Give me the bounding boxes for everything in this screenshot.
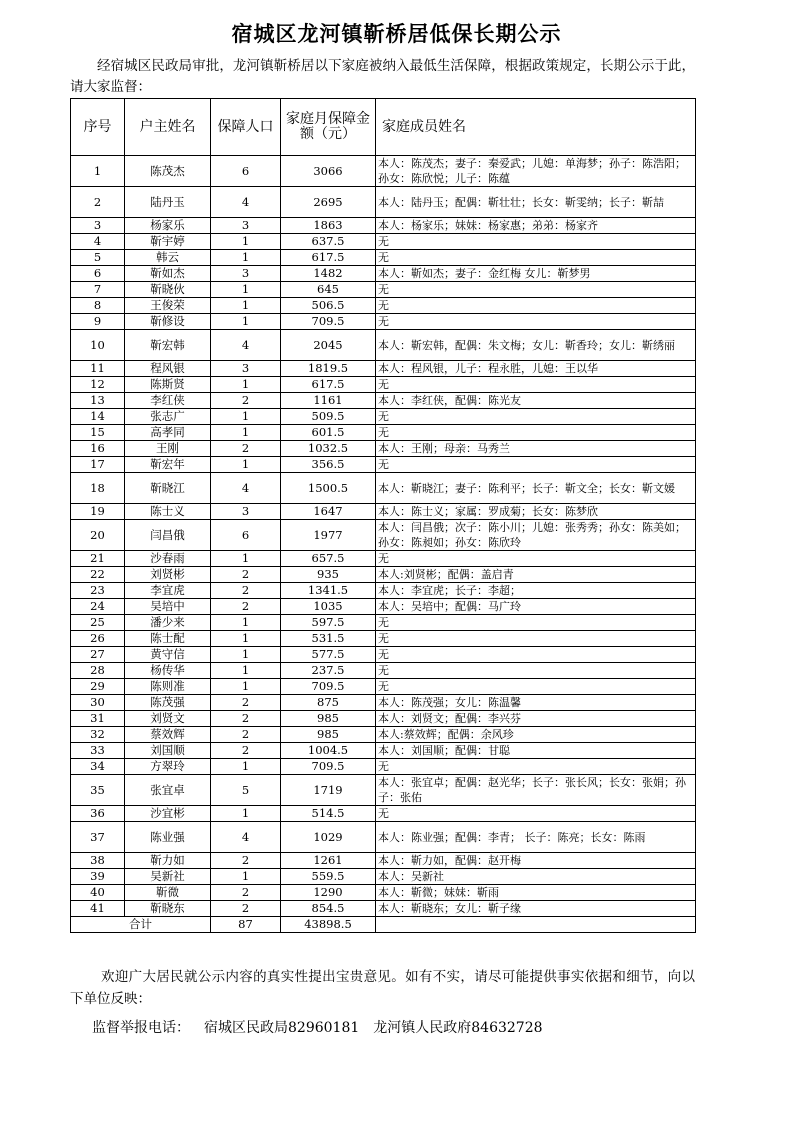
family-members: 无	[376, 234, 696, 250]
row-number: 23	[71, 583, 125, 599]
total-label: 合计	[71, 917, 211, 933]
monthly-amount: 854.5	[281, 901, 376, 917]
family-members: 本人：陆丹玉；配偶：靳壮壮；长女：靳雯纳；长子：靳喆	[376, 187, 696, 218]
monthly-amount: 875	[281, 695, 376, 711]
householder-name: 程风银	[125, 361, 211, 377]
family-members: 本人：吴新社	[376, 869, 696, 885]
contact-office-2: 龙河镇人民政府84632728	[373, 1020, 543, 1036]
header-name: 户主姓名	[125, 99, 211, 156]
householder-name: 陈业强	[125, 822, 211, 853]
covered-people: 3	[211, 266, 281, 282]
family-members: 本人：靳晓东；女儿：靳子缘	[376, 901, 696, 917]
row-number: 16	[71, 441, 125, 457]
table-row	[71, 218, 696, 234]
family-members: 无	[376, 663, 696, 679]
table-row	[71, 551, 696, 567]
covered-people: 1	[211, 377, 281, 393]
header-members: 家庭成员姓名	[376, 99, 696, 156]
monthly-amount: 356.5	[281, 457, 376, 473]
table-row	[71, 377, 696, 393]
total-row	[71, 917, 696, 933]
family-members: 本人：杨家乐；妹妹：杨家惠；弟弟：杨家齐	[376, 218, 696, 234]
monthly-amount: 617.5	[281, 250, 376, 266]
householder-name: 靳晓江	[125, 473, 211, 504]
table-row	[71, 743, 696, 759]
covered-people: 1	[211, 647, 281, 663]
table-row	[71, 187, 696, 218]
table-row	[71, 156, 696, 187]
monthly-amount: 1029	[281, 822, 376, 853]
family-members: 本人：张宜卓；配偶：赵光华；长子：张长风；长女：张娟；孙子：张佑	[376, 775, 696, 806]
monthly-amount: 531.5	[281, 631, 376, 647]
monthly-amount: 1032.5	[281, 441, 376, 457]
covered-people: 2	[211, 599, 281, 615]
table-row	[71, 425, 696, 441]
covered-people: 1	[211, 615, 281, 631]
table-row	[71, 695, 696, 711]
row-number: 13	[71, 393, 125, 409]
covered-people: 2	[211, 567, 281, 583]
covered-people: 4	[211, 187, 281, 218]
total-members-empty	[376, 917, 696, 933]
householder-name: 韩云	[125, 250, 211, 266]
table-row	[71, 361, 696, 377]
row-number: 20	[71, 520, 125, 551]
row-number: 39	[71, 869, 125, 885]
monthly-amount: 577.5	[281, 647, 376, 663]
family-members: 本人：陈士义；家属：罗成菊；长女：陈梦欣	[376, 504, 696, 520]
family-members: 无	[376, 806, 696, 822]
monthly-amount: 2045	[281, 330, 376, 361]
covered-people: 3	[211, 218, 281, 234]
monthly-amount: 1863	[281, 218, 376, 234]
householder-name: 方翠玲	[125, 759, 211, 775]
monthly-amount: 985	[281, 711, 376, 727]
householder-name: 靳力如	[125, 853, 211, 869]
householder-name: 陈士义	[125, 504, 211, 520]
family-members: 本人：陈业强；配偶：李青； 长子：陈亮；长女：陈雨	[376, 822, 696, 853]
monthly-amount: 2695	[281, 187, 376, 218]
householder-name: 靳晓东	[125, 901, 211, 917]
householder-name: 高孝同	[125, 425, 211, 441]
householder-name: 陈斯贤	[125, 377, 211, 393]
monthly-amount: 617.5	[281, 377, 376, 393]
family-members: 无	[376, 457, 696, 473]
header-amount: 家庭月保障金额（元）	[281, 99, 376, 156]
covered-people: 2	[211, 743, 281, 759]
covered-people: 2	[211, 853, 281, 869]
intro-paragraph: 经宿城区民政局审批，龙河镇靳桥居以下家庭被纳入最低生活保障，根据政策规定，长期公示于此，请大家监督：	[70, 58, 695, 95]
row-number: 41	[71, 901, 125, 917]
family-members: 本人：陈茂杰；妻子：秦爱武；儿媳：单海梦；孙子：陈浩阳；孙女：陈欣悦；儿子：陈蕴	[376, 156, 696, 187]
row-number: 3	[71, 218, 125, 234]
monthly-amount: 1977	[281, 520, 376, 551]
table-row	[71, 504, 696, 520]
table-row	[71, 234, 696, 250]
monthly-amount: 1261	[281, 853, 376, 869]
covered-people: 2	[211, 885, 281, 901]
row-number: 34	[71, 759, 125, 775]
covered-people: 1	[211, 663, 281, 679]
family-members: 本人：闫昌俄；次子：陈小川；儿媳：张秀秀；孙女：陈美如；孙女：陈昶如；孙女：陈欣玲	[376, 520, 696, 551]
header-people: 保障人口	[211, 99, 281, 156]
family-members: 无	[376, 298, 696, 314]
householder-name: 王刚	[125, 441, 211, 457]
householder-name: 沙宜彬	[125, 806, 211, 822]
monthly-amount: 709.5	[281, 679, 376, 695]
row-number: 28	[71, 663, 125, 679]
covered-people: 1	[211, 314, 281, 330]
monthly-amount: 1819.5	[281, 361, 376, 377]
householder-name: 靳微	[125, 885, 211, 901]
family-members: 本人：陈茂强；女儿：陈温馨	[376, 695, 696, 711]
row-number: 18	[71, 473, 125, 504]
householder-name: 靳如杰	[125, 266, 211, 282]
contact-label: 监督举报电话：	[92, 1020, 190, 1036]
row-number: 37	[71, 822, 125, 853]
family-members: 无	[376, 282, 696, 298]
householder-name: 陈士配	[125, 631, 211, 647]
family-members: 无	[376, 377, 696, 393]
monthly-amount: 506.5	[281, 298, 376, 314]
row-number: 21	[71, 551, 125, 567]
row-number: 7	[71, 282, 125, 298]
monthly-amount: 1482	[281, 266, 376, 282]
row-number: 36	[71, 806, 125, 822]
contact-line	[92, 1017, 557, 1037]
row-number: 1	[71, 156, 125, 187]
table-row	[71, 298, 696, 314]
row-number: 26	[71, 631, 125, 647]
covered-people: 2	[211, 711, 281, 727]
table-row	[71, 473, 696, 504]
row-number: 6	[71, 266, 125, 282]
monthly-amount: 1341.5	[281, 583, 376, 599]
monthly-amount: 709.5	[281, 314, 376, 330]
family-members: 本人:蔡效辉；配偶：余风珍	[376, 727, 696, 743]
householder-name: 刘贤文	[125, 711, 211, 727]
table-row	[71, 853, 696, 869]
table-row	[71, 250, 696, 266]
covered-people: 3	[211, 504, 281, 520]
monthly-amount: 514.5	[281, 806, 376, 822]
covered-people: 2	[211, 727, 281, 743]
family-members: 无	[376, 250, 696, 266]
monthly-amount: 3066	[281, 156, 376, 187]
covered-people: 1	[211, 457, 281, 473]
assistance-table	[70, 98, 696, 933]
row-number: 14	[71, 409, 125, 425]
table-row	[71, 266, 696, 282]
family-members: 无	[376, 425, 696, 441]
covered-people: 1	[211, 282, 281, 298]
family-members: 本人：王刚；母亲：马秀兰	[376, 441, 696, 457]
family-members: 本人：靳力如，配偶：赵开梅	[376, 853, 696, 869]
monthly-amount: 637.5	[281, 234, 376, 250]
row-number: 38	[71, 853, 125, 869]
monthly-amount: 1161	[281, 393, 376, 409]
covered-people: 1	[211, 631, 281, 647]
table-row	[71, 901, 696, 917]
monthly-amount: 1719	[281, 775, 376, 806]
table-row	[71, 775, 696, 806]
covered-people: 1	[211, 806, 281, 822]
total-people: 87	[211, 917, 281, 933]
covered-people: 3	[211, 361, 281, 377]
table-row	[71, 647, 696, 663]
monthly-amount: 985	[281, 727, 376, 743]
householder-name: 靳宏年	[125, 457, 211, 473]
monthly-amount: 1647	[281, 504, 376, 520]
row-number: 40	[71, 885, 125, 901]
monthly-amount: 657.5	[281, 551, 376, 567]
total-amount: 43898.5	[281, 917, 376, 933]
covered-people: 1	[211, 679, 281, 695]
householder-name: 靳宇婷	[125, 234, 211, 250]
table-row	[71, 393, 696, 409]
table-row	[71, 409, 696, 425]
householder-name: 陈则准	[125, 679, 211, 695]
family-members: 本人：靳微；妹妹：靳雨	[376, 885, 696, 901]
family-members: 无	[376, 409, 696, 425]
family-members: 无	[376, 615, 696, 631]
table-row	[71, 679, 696, 695]
family-members: 本人：靳晓江；妻子：陈利平；长子：靳文全；长女：靳文媛	[376, 473, 696, 504]
row-number: 4	[71, 234, 125, 250]
householder-name: 杨家乐	[125, 218, 211, 234]
table-header-row	[71, 99, 696, 156]
row-number: 27	[71, 647, 125, 663]
householder-name: 靳晓伙	[125, 282, 211, 298]
family-members: 无	[376, 647, 696, 663]
table-row	[71, 282, 696, 298]
row-number: 24	[71, 599, 125, 615]
row-number: 11	[71, 361, 125, 377]
covered-people: 1	[211, 759, 281, 775]
row-number: 31	[71, 711, 125, 727]
monthly-amount: 509.5	[281, 409, 376, 425]
covered-people: 6	[211, 156, 281, 187]
contact-office-1: 宿城区民政局82960181	[204, 1020, 360, 1036]
householder-name: 刘贤彬	[125, 567, 211, 583]
row-number: 33	[71, 743, 125, 759]
table-row	[71, 631, 696, 647]
householder-name: 陈茂杰	[125, 156, 211, 187]
householder-name: 张志广	[125, 409, 211, 425]
table-row	[71, 441, 696, 457]
covered-people: 2	[211, 393, 281, 409]
monthly-amount: 709.5	[281, 759, 376, 775]
monthly-amount: 237.5	[281, 663, 376, 679]
table-row	[71, 711, 696, 727]
monthly-amount: 597.5	[281, 615, 376, 631]
page-title: 宿城区龙河镇靳桥居低保长期公示	[231, 21, 562, 46]
table-row	[71, 330, 696, 361]
family-members: 本人：吴培中；配偶：马广玲	[376, 599, 696, 615]
covered-people: 1	[211, 234, 281, 250]
monthly-amount: 645	[281, 282, 376, 298]
table-row	[71, 822, 696, 853]
monthly-amount: 1290	[281, 885, 376, 901]
row-number: 22	[71, 567, 125, 583]
covered-people: 1	[211, 298, 281, 314]
family-members: 无	[376, 679, 696, 695]
householder-name: 靳修设	[125, 314, 211, 330]
row-number: 10	[71, 330, 125, 361]
family-members: 本人：程风银，儿子：程永胜，儿媳：王以华	[376, 361, 696, 377]
monthly-amount: 935	[281, 567, 376, 583]
header-no: 序号	[71, 99, 125, 156]
householder-name: 李红侠	[125, 393, 211, 409]
householder-name: 沙春雨	[125, 551, 211, 567]
table-row	[71, 520, 696, 551]
covered-people: 5	[211, 775, 281, 806]
table-row	[71, 567, 696, 583]
row-number: 19	[71, 504, 125, 520]
family-members: 无	[376, 631, 696, 647]
family-members: 本人：李红侠，配偶：陈光友	[376, 393, 696, 409]
covered-people: 1	[211, 425, 281, 441]
family-members: 本人：靳宏韩，配偶：朱文梅；女儿：靳香玲；女儿：靳绣丽	[376, 330, 696, 361]
householder-name: 李宜虎	[125, 583, 211, 599]
householder-name: 刘国顺	[125, 743, 211, 759]
row-number: 9	[71, 314, 125, 330]
covered-people: 1	[211, 250, 281, 266]
householder-name: 张宜卓	[125, 775, 211, 806]
householder-name: 陈茂强	[125, 695, 211, 711]
table-row	[71, 599, 696, 615]
householder-name: 吴培中	[125, 599, 211, 615]
covered-people: 6	[211, 520, 281, 551]
covered-people: 1	[211, 551, 281, 567]
householder-name: 潘少来	[125, 615, 211, 631]
covered-people: 1	[211, 409, 281, 425]
householder-name: 吴新社	[125, 869, 211, 885]
row-number: 8	[71, 298, 125, 314]
covered-people: 2	[211, 441, 281, 457]
family-members: 本人:刘贤彬；配偶：盖启青	[376, 567, 696, 583]
table-row	[71, 583, 696, 599]
table-row	[71, 663, 696, 679]
outro-paragraph: 欢迎广大居民就公示内容的真实性提出宝贵意见。如有不实，请尽可能提供事实依据和细节，向以下单位反映：	[70, 969, 695, 1007]
row-number: 32	[71, 727, 125, 743]
row-number: 30	[71, 695, 125, 711]
covered-people: 2	[211, 583, 281, 599]
family-members: 本人：刘国顺；配偶：甘聪	[376, 743, 696, 759]
covered-people: 4	[211, 822, 281, 853]
table-row	[71, 314, 696, 330]
family-members: 本人：刘贤文；配偶：李兴芬	[376, 711, 696, 727]
table-row	[71, 457, 696, 473]
monthly-amount: 1035	[281, 599, 376, 615]
row-number: 5	[71, 250, 125, 266]
table-row	[71, 806, 696, 822]
monthly-amount: 1500.5	[281, 473, 376, 504]
householder-name: 蔡效辉	[125, 727, 211, 743]
family-members: 本人：靳如杰；妻子：金红梅 女儿：靳梦男	[376, 266, 696, 282]
table-body	[71, 156, 696, 933]
table-row	[71, 885, 696, 901]
row-number: 29	[71, 679, 125, 695]
row-number: 2	[71, 187, 125, 218]
family-members: 无	[376, 551, 696, 567]
family-members: 无	[376, 759, 696, 775]
row-number: 35	[71, 775, 125, 806]
monthly-amount: 601.5	[281, 425, 376, 441]
householder-name: 闫昌俄	[125, 520, 211, 551]
family-members: 无	[376, 314, 696, 330]
table-row	[71, 869, 696, 885]
monthly-amount: 1004.5	[281, 743, 376, 759]
covered-people: 4	[211, 473, 281, 504]
covered-people: 4	[211, 330, 281, 361]
householder-name: 靳宏韩	[125, 330, 211, 361]
row-number: 15	[71, 425, 125, 441]
monthly-amount: 559.5	[281, 869, 376, 885]
table-row	[71, 727, 696, 743]
covered-people: 2	[211, 901, 281, 917]
householder-name: 杨传华	[125, 663, 211, 679]
householder-name: 黄守信	[125, 647, 211, 663]
table-row	[71, 615, 696, 631]
row-number: 17	[71, 457, 125, 473]
covered-people: 1	[211, 869, 281, 885]
householder-name: 陆丹玉	[125, 187, 211, 218]
householder-name: 王俊荣	[125, 298, 211, 314]
row-number: 25	[71, 615, 125, 631]
table-row	[71, 759, 696, 775]
row-number: 12	[71, 377, 125, 393]
family-members: 本人：李宜虎；长子：李超；	[376, 583, 696, 599]
covered-people: 2	[211, 695, 281, 711]
